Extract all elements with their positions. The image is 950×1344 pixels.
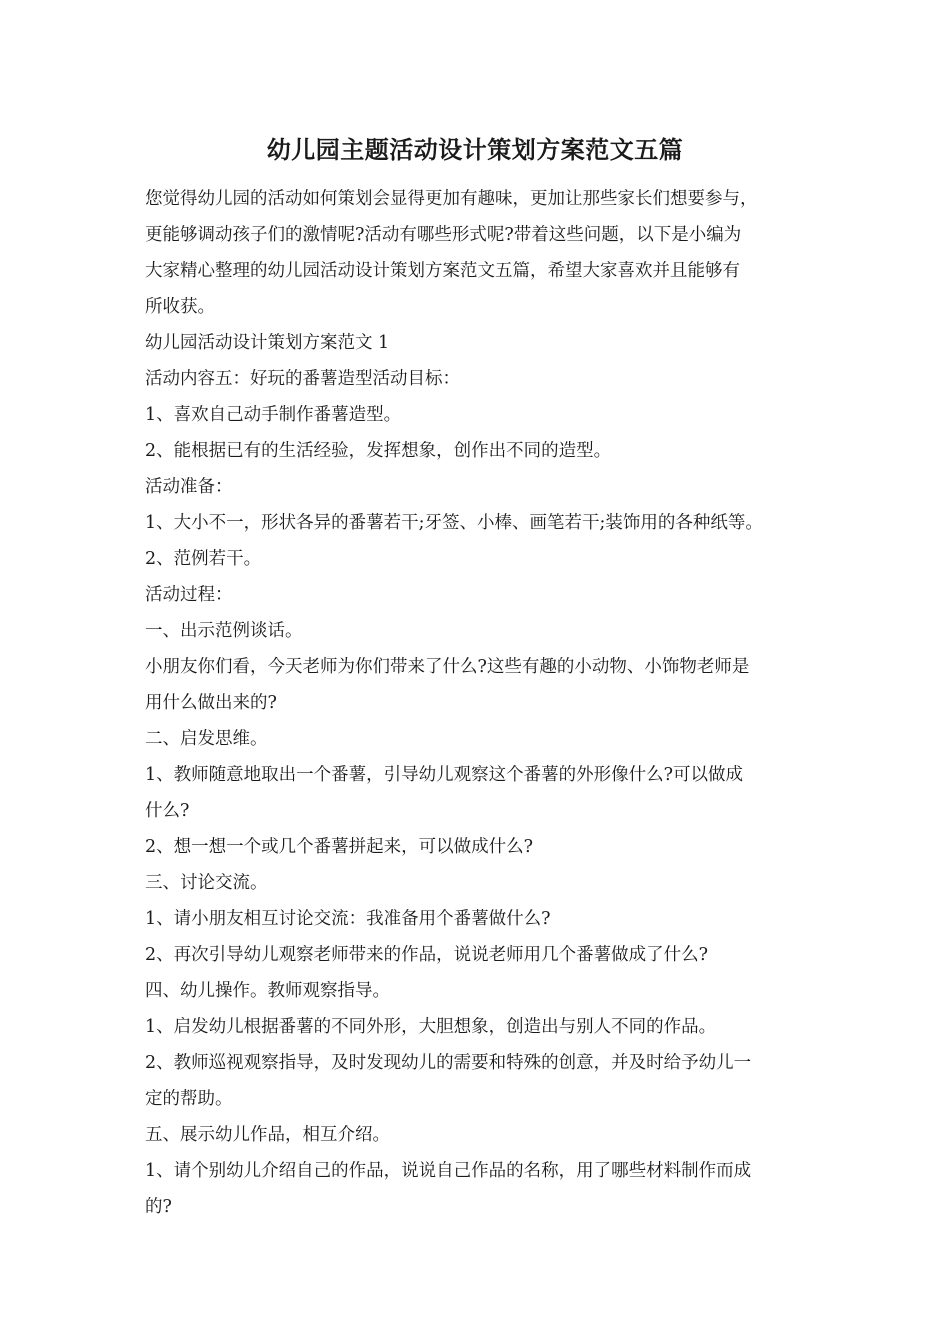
text-line: 什么? xyxy=(145,801,190,821)
text-line: 活动内容五：好玩的番薯造型活动目标： xyxy=(145,369,460,389)
text-line: 小朋友你们看，今天老师为你们带来了什么?这些有趣的小动物、小饰物老师是 xyxy=(145,657,750,677)
text-line: 用什么做出来的? xyxy=(145,693,277,713)
text-line: 1、大小不一，形状各异的番薯若干;牙签、小棒、画笔若干;装饰用的各种纸等。 xyxy=(145,513,763,533)
text-line: 活动准备： xyxy=(145,477,233,497)
text-line: 定的帮助。 xyxy=(145,1089,233,1109)
document-body xyxy=(145,181,825,1225)
text-line: 五、展示幼儿作品，相互介绍。 xyxy=(145,1125,390,1145)
text-line: 1、启发幼儿根据番薯的不同外形，大胆想象，创造出与别人不同的作品。 xyxy=(145,1017,717,1037)
text-line: 2、再次引导幼儿观察老师带来的作品，说说老师用几个番薯做成了什么? xyxy=(145,945,709,965)
text-line: 更能够调动孩子们的激情呢?活动有哪些形式呢?带着这些问题，以下是小编为 xyxy=(145,225,742,245)
text-line: 1、教师随意地取出一个番薯，引导幼儿观察这个番薯的外形像什么?可以做成 xyxy=(145,765,744,785)
text-line: 您觉得幼儿园的活动如何策划会显得更加有趣味，更加让那些家长们想要参与， xyxy=(145,189,758,209)
text-line: 四、幼儿操作。教师观察指导。 xyxy=(145,981,390,1001)
text-line: 三、讨论交流。 xyxy=(145,873,268,893)
text-line: 的? xyxy=(145,1197,172,1217)
text-line: 2、范例若干。 xyxy=(145,549,262,569)
text-line: 活动过程： xyxy=(145,585,233,605)
text-line: 1、请小朋友相互讨论交流：我准备用个番薯做什么? xyxy=(145,909,551,929)
text-line: 2、能根据已有的生活经验，发挥想象，创作出不同的造型。 xyxy=(145,441,612,461)
text-line: 1、请个别幼儿介绍自己的作品，说说自己作品的名称，用了哪些材料制作而成 xyxy=(145,1161,752,1181)
text-line: 2、教师巡视观察指导，及时发现幼儿的需要和特殊的创意，并及时给予幼儿一 xyxy=(145,1053,752,1073)
text-line: 2、想一想一个或几个番薯拼起来，可以做成什么? xyxy=(145,837,534,857)
text-line: 一、出示范例谈话。 xyxy=(145,621,303,641)
text-line: 所收获。 xyxy=(145,297,215,317)
text-line: 1、喜欢自己动手制作番薯造型。 xyxy=(145,405,402,425)
document-title: 幼儿园主题活动设计策划方案范文五篇 xyxy=(266,135,684,164)
text-line: 大家精心整理的幼儿园活动设计策划方案范文五篇，希望大家喜欢并且能够有 xyxy=(145,261,740,281)
section-heading: 幼儿园活动设计策划方案范文 1 xyxy=(145,333,390,353)
text-line: 二、启发思维。 xyxy=(145,729,268,749)
